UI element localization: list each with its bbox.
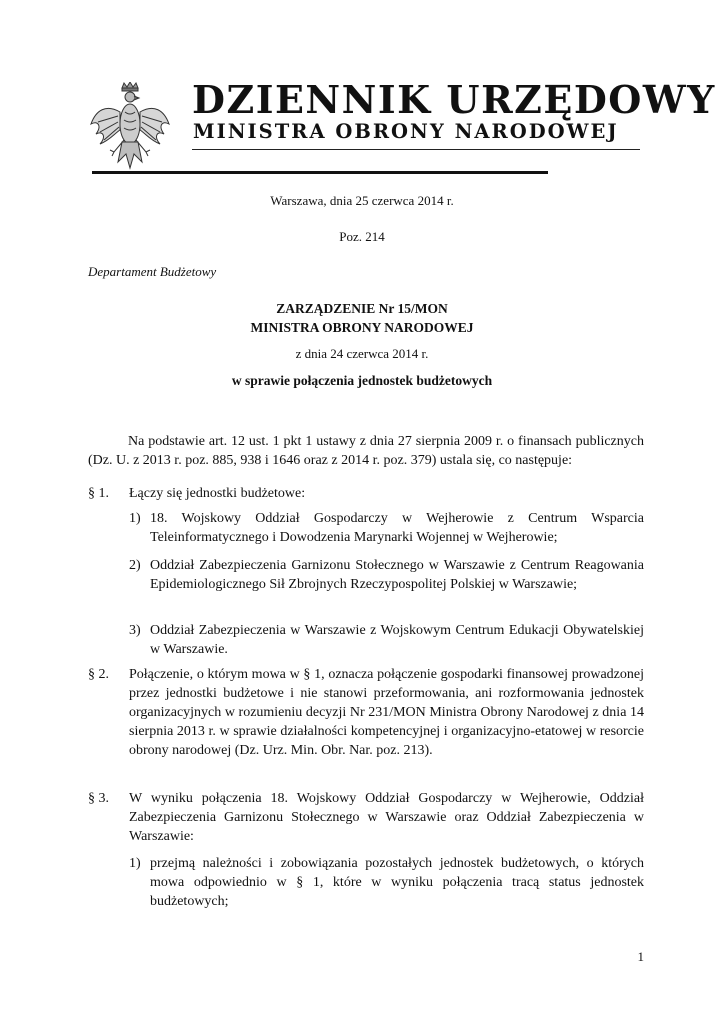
department: Departament Budżetowy — [88, 264, 217, 279]
act-title-line1: ZARZĄDZENIE Nr 15/MON — [276, 301, 448, 316]
section-text: W wyniku połączenia 18. Wojskowy Oddział Gospodarczy w Wejherowie, Oddział Zabezpieczenia Garnizonu Stołecznego w Warszawie oraz Oddział Zabezpieczenia w Warszawie: — [129, 791, 644, 844]
list-item-number: 1) — [129, 511, 141, 526]
act-subject: w sprawie połączenia jednostek budżetowych — [231, 373, 493, 388]
section-number: § 3. — [88, 791, 109, 806]
list-item-text: przejmą należności i zobowiązania pozostałych jednostek budżetowych, o których mowa odpowiednio w § 1, które w wyniku połączenia tracą status jednostek budżetowych; — [150, 856, 644, 909]
list-item-text: Oddział Zabezpieczenia w Warszawie z Wojskowym Centrum Edukacji Obywatelskiej w Warszawie. — [150, 623, 644, 657]
eagle-emblem-icon — [88, 82, 172, 174]
act-title-line2: MINISTRA OBRONY NARODOWEJ — [250, 320, 474, 335]
list-item-number: 3) — [129, 623, 141, 638]
list-item-text: Oddział Zabezpieczenia Garnizonu Stołecznego w Warszawie z Centrum Reagowania Epidemiologicznego Sił Zbrojnych Rzeczypospolitej Polskiej w Warszawie; — [150, 558, 644, 592]
masthead-title: DZIENNIK URZĘDOWY — [192, 77, 716, 122]
list-item-number: 2) — [129, 558, 141, 573]
section-text: Połączenie, o którym mowa w § 1, oznacza połączenie gospodarki finansowej prowadzonej przez jednostki budżetowe i nie stanowi przeformowania, ani rozformowania jednostek organizacyjnych w rozumieniu decyzji Nr 231/MON Ministra Obrony Narodowej z dnia 14 sierpnia 2013 r. w sprawie działalności kompetencyjnej i organizacyjno-etatowej w resorcie obrony narodowej (Dz. Urz. Min. Obr. Nar. poz. 213). — [129, 667, 644, 758]
section-text: Łączy się jednostki budżetowe: — [129, 486, 306, 501]
place-date: Warszawa, dnia 25 czerwca 2014 r. — [270, 193, 454, 208]
masthead-subtitle: MINISTRA OBRONY NARODOWEJ — [193, 120, 619, 143]
section-number: § 1. — [88, 486, 109, 501]
section-number: § 2. — [88, 667, 109, 682]
intro-paragraph: Na podstawie art. 12 ust. 1 pkt 1 ustawy z dnia 27 sierpnia 2009 r. o finansach publicznych (Dz. U. z 2013 r. poz. 885, 938 i 1646 oraz z 2014 r. poz. 379) ustala się, co następuje: — [88, 434, 644, 468]
page-number: 1 — [637, 949, 644, 964]
position-number: Poz. 214 — [339, 229, 385, 244]
act-date: z dnia 24 czerwca 2014 r. — [295, 346, 429, 361]
list-item-text: 18. Wojskowy Oddział Gospodarczy w Wejherowie z Centrum Wsparcia Teleinformatycznego i Dowodzenia Marynarki Wojennej w Wejherowie; — [150, 511, 644, 545]
masthead-divider — [192, 149, 640, 150]
masthead-underline — [92, 171, 548, 174]
list-item-number: 1) — [129, 856, 141, 871]
